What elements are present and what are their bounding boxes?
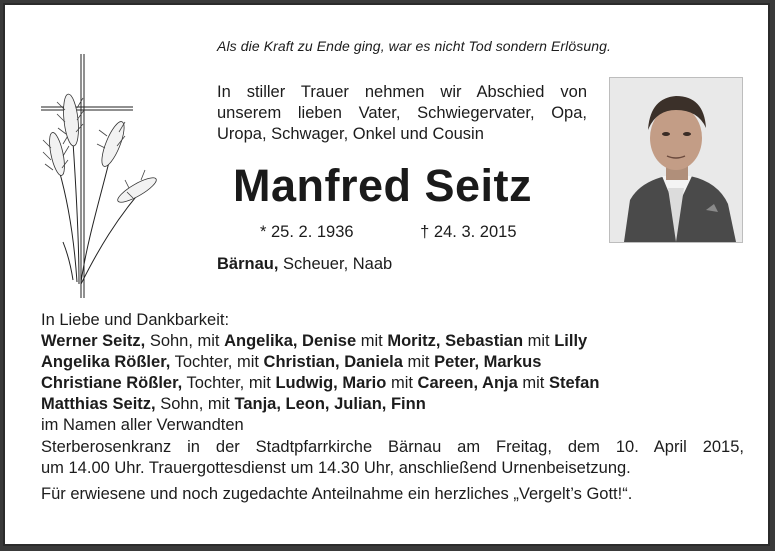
obituary-notice [3, 3, 770, 546]
mourners-closing: im Namen aller Verwandten [41, 416, 244, 434]
mourner-line [41, 373, 599, 394]
motto: Als die Kraft zu Ende ging, war es nicht Tod sondern Erlösung. [217, 38, 612, 54]
mourner-name: Matthias Seitz, [41, 395, 156, 413]
mourner-name: Tanja, Leon, Julian, Finn [234, 395, 426, 413]
deceased-name: Manfred Seitz [233, 160, 533, 211]
service-line: um 14.00 Uhr. Trauergottesdienst um 14.30 Uhr, anschließend Urnenbeisetzung. [41, 459, 631, 477]
farewell-text [217, 82, 587, 145]
farewell-line: Uropa, Schwager, Onkel und Cousin [217, 125, 484, 143]
birth-date: * 25. 2. 1936 [260, 223, 354, 241]
farewell-line: unserem lieben Vater, Schwiegervater, Opa, [217, 104, 587, 122]
death-date: † 24. 3. 2015 [420, 223, 517, 241]
portrait-photo [609, 77, 743, 243]
mourner-name: Moritz, Sebastian [387, 332, 524, 350]
mourner-name: Christian, Daniela [263, 353, 403, 371]
life-dates [260, 223, 517, 242]
mourner-relation: mit [386, 374, 418, 392]
mourner-line [41, 331, 599, 352]
cross-with-wheat-icon [37, 52, 159, 300]
mourners-list [41, 310, 599, 436]
mourner-name: Christiane Rößler, [41, 374, 183, 392]
mourner-relation: mit [356, 332, 388, 350]
town-details: Scheuer, Naab [278, 255, 393, 273]
mourner-name: Angelika Rößler, [41, 353, 171, 371]
town-name: Bärnau, [217, 255, 279, 273]
mourner-relation: mit [402, 353, 435, 371]
funeral-service-info [41, 437, 744, 479]
mourner-name: Careen, Anja [417, 374, 518, 392]
mourner-relation: Tochter, mit [182, 374, 276, 392]
mourner-relation: Sohn, mit [145, 332, 225, 350]
place-of-residence [217, 255, 392, 274]
mourner-relation: Tochter, mit [170, 353, 264, 371]
mourners-heading: In Liebe und Dankbarkeit: [41, 311, 230, 329]
mourner-line [41, 394, 599, 415]
thanks-line: Für erwiesene und noch zugedachte Anteilnahme ein herzliches „Vergelt’s Gott!“. [41, 485, 633, 503]
mourner-name: Werner Seitz, [41, 332, 146, 350]
mourner-name: Angelika, Denise [224, 332, 357, 350]
mourner-relation: mit [517, 374, 549, 392]
mourner-relation: Sohn, mit [155, 395, 235, 413]
service-line: Sterberosenkranz in der Stadtpfarrkirche Bärnau am Freitag, dem 10. April 2015, [41, 438, 744, 456]
mourner-line [41, 352, 599, 373]
mourner-name: Lilly [554, 332, 588, 350]
mourner-name: Peter, Markus [434, 353, 542, 371]
mourner-name: Ludwig, Mario [275, 374, 387, 392]
mourner-name: Stefan [548, 374, 600, 392]
mourner-relation: mit [523, 332, 555, 350]
farewell-line: In stiller Trauer nehmen wir Abschied von [217, 83, 587, 101]
